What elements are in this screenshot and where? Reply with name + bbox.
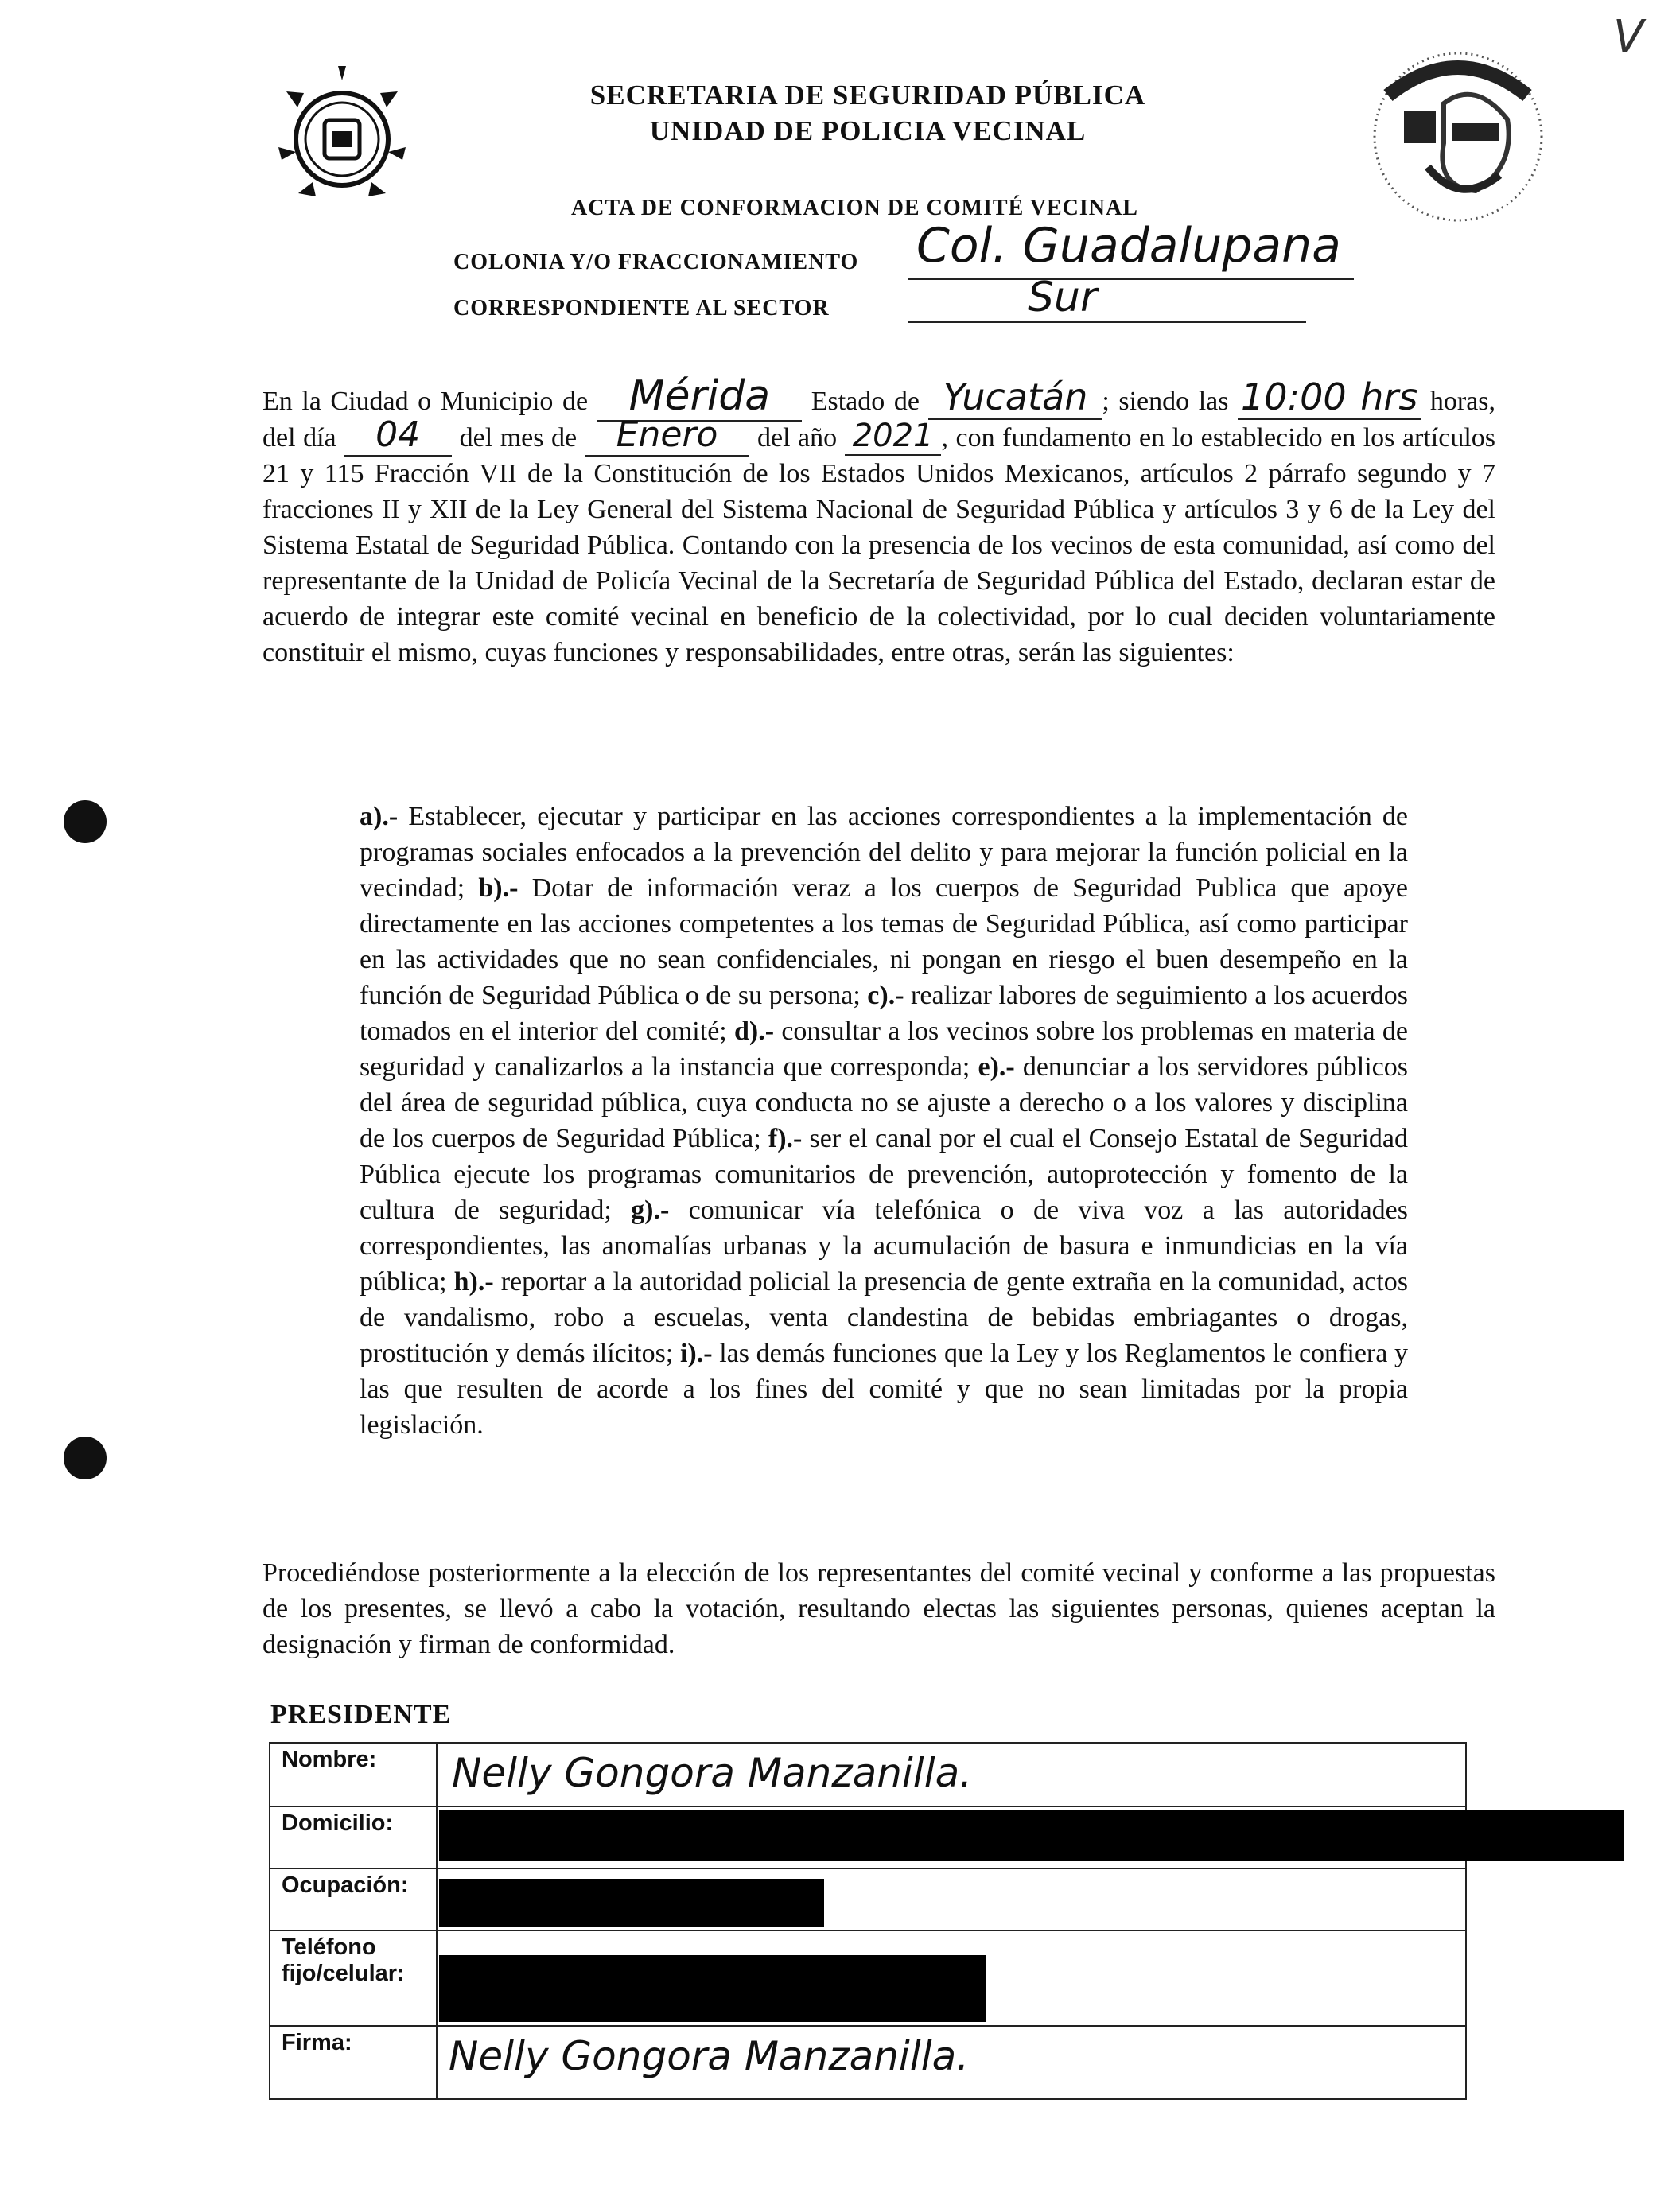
intro-text: del año xyxy=(756,423,838,453)
colonia-value: Col. Guadalupana xyxy=(916,218,1341,274)
function-text: consultar a los vecinos sobre los problemas en materia de seguridad y canalizarlos a la instancia que corresponda; xyxy=(360,1017,1409,1082)
function-letter: b).- xyxy=(478,873,519,903)
nombre-label: Nombre: xyxy=(270,1743,437,1806)
nombre-cell xyxy=(437,1743,1466,1806)
telefono-cell xyxy=(437,1930,1466,2026)
ocupacion-label: Ocupación: xyxy=(270,1868,437,1930)
function-letter: e).- xyxy=(978,1052,1015,1082)
dia-value: 04 xyxy=(344,414,452,457)
function-letter: f).- xyxy=(768,1124,803,1153)
intro-text: del mes de xyxy=(459,423,578,453)
colonia-field xyxy=(908,213,1354,280)
anio-value: 2021 xyxy=(845,418,942,456)
domicilio-label: Domicilio: xyxy=(270,1806,437,1868)
sector-label: CORRESPONDIENTE AL SECTOR xyxy=(453,296,830,321)
hora-value: 10:00 hrs xyxy=(1238,375,1421,420)
ocupacion-cell xyxy=(437,1868,1466,1930)
check-mark: V xyxy=(1613,11,1644,63)
function-letter: h).- xyxy=(453,1267,494,1297)
function-text: las demás funciones que la Ley y los Reglamentos le confiera y las que resulten de acorde a los fines del comité y que no sean limitadas por la propia legislación. xyxy=(360,1339,1408,1440)
firma-value: Nelly Gongora Manzanilla. xyxy=(449,2033,970,2079)
functions-paragraph xyxy=(360,799,1408,1443)
intro-paragraph xyxy=(262,372,1496,671)
firma-cell xyxy=(437,2026,1466,2099)
closing-paragraph: Procediéndose posteriormente a la elección de los representantes del comité vecinal y conforme a las propuestas de los presentes, se llevó a cabo la votación, resultando electas las siguientes personas, quienes aceptan la designación y firman de conformidad. xyxy=(262,1558,1495,1659)
function-letter: i).- xyxy=(679,1339,713,1368)
nombre-value: Nelly Gongora Manzanilla. xyxy=(452,1750,973,1796)
redaction-bar xyxy=(439,1955,986,2022)
punch-hole-icon xyxy=(64,1437,107,1479)
function-letter: d).- xyxy=(734,1017,775,1046)
municipio-value: Mérida xyxy=(597,372,803,422)
function-text: realizar labores de seguimiento a los acuerdos tomados en el interior del comité; xyxy=(360,981,1409,1046)
intro-text: En la Ciudad o Municipio de xyxy=(262,387,589,416)
punch-hole-icon xyxy=(64,800,107,843)
function-text: Establecer, ejecutar y participar en las acciones correspondientes a la implementación de programas sociales enfocados a la prevención del delito y para mejorar la función policial en la vecindad; xyxy=(360,802,1408,903)
function-letter: g).- xyxy=(631,1196,670,1225)
function-text: comunicar vía telefónica o de viva voz a las autoridades correspondientes, las anomalías urbanas y la acumulación de basura e inmundicias en la vía pública; xyxy=(360,1196,1408,1297)
act-title: ACTA DE CONFORMACION DE COMITÉ VECINAL xyxy=(571,196,1138,220)
redaction-bar xyxy=(439,1810,1624,1861)
function-letter: a).- xyxy=(360,802,399,831)
mes-value: Enero xyxy=(585,414,750,457)
function-text: ser el canal por el cual el Consejo Estatal de Seguridad Pública ejecute los programas comunitarios de prevención, autoprotección y fomento de la cultura de seguridad; xyxy=(360,1124,1408,1225)
firma-label: Firma: xyxy=(270,2026,437,2099)
telefono-label: Teléfono fijo/celular: xyxy=(270,1930,437,2026)
sector-field xyxy=(908,274,1306,323)
function-text: Dotar de información veraz a los cuerpos de Seguridad Publica que apoye directamente en las acciones competentes a los temas de Seguridad Pública, así como participar en las actividades que no sean confidenciales, ni pongan en riesgo el buen desempeño en la función de Seguridad Pública o de su persona; xyxy=(360,873,1408,1010)
function-letter: c).- xyxy=(867,981,904,1010)
intro-text: ; siendo las xyxy=(1102,387,1229,416)
president-title: PRESIDENTE xyxy=(270,1700,452,1729)
redaction-bar xyxy=(439,1879,824,1927)
colonia-label: COLONIA Y/O FRACCIONAMIENTO xyxy=(453,250,859,274)
function-text: denunciar a los servidores públicos del área de seguridad pública, cuya conducta no se ajuste a derecho o a los valores y disciplina de los cuerpos de Seguridad Pública; xyxy=(360,1052,1408,1153)
header-unidad: UNIDAD DE POLICIA VECINAL xyxy=(649,115,1087,146)
domicilio-cell xyxy=(437,1806,1466,1868)
estado-value: Yucatán xyxy=(928,375,1102,420)
intro-text: , con fundamento en lo establecido en los artículos 21 y 115 Fracción VII de la Constitución de los Estados Unidos Mexicanos, artículos 2 párrafo segundo y 7 fracciones II y XII de la Ley General del Sistema Nacional de Seguridad Pública y artículos 3 y 6 de la Ley del Sistema Estatal de Seguridad Pública. Contando con la presencia de los vecinos de esta comunidad, así como del representante de la Unidad de Policía Vecinal de la Secretaría de Seguridad Pública del Estado, declaran estar de acuerdo de integrar este comité vecinal en beneficio de la colectividad, por lo cual deciden voluntariamente constituir el mismo, cuyas funciones y responsabilidades, entre otras, serán las siguientes: xyxy=(262,423,1496,667)
president-form xyxy=(269,1742,1467,2100)
header-secretaria: SECRETARIA DE SEGURIDAD PÚBLICA xyxy=(589,80,1146,111)
intro-text: Estado de xyxy=(811,387,920,416)
intro-text: horas, del día xyxy=(262,387,1496,453)
function-text: reportar a la autoridad policial la presencia de gente extraña en la comunidad, actos de vandalismo, robo a escuelas, venta clandestina de bebidas embriagantes o drogas, prostitución y demás ilícitos; xyxy=(360,1267,1408,1368)
sector-value: Sur xyxy=(1028,274,1098,321)
